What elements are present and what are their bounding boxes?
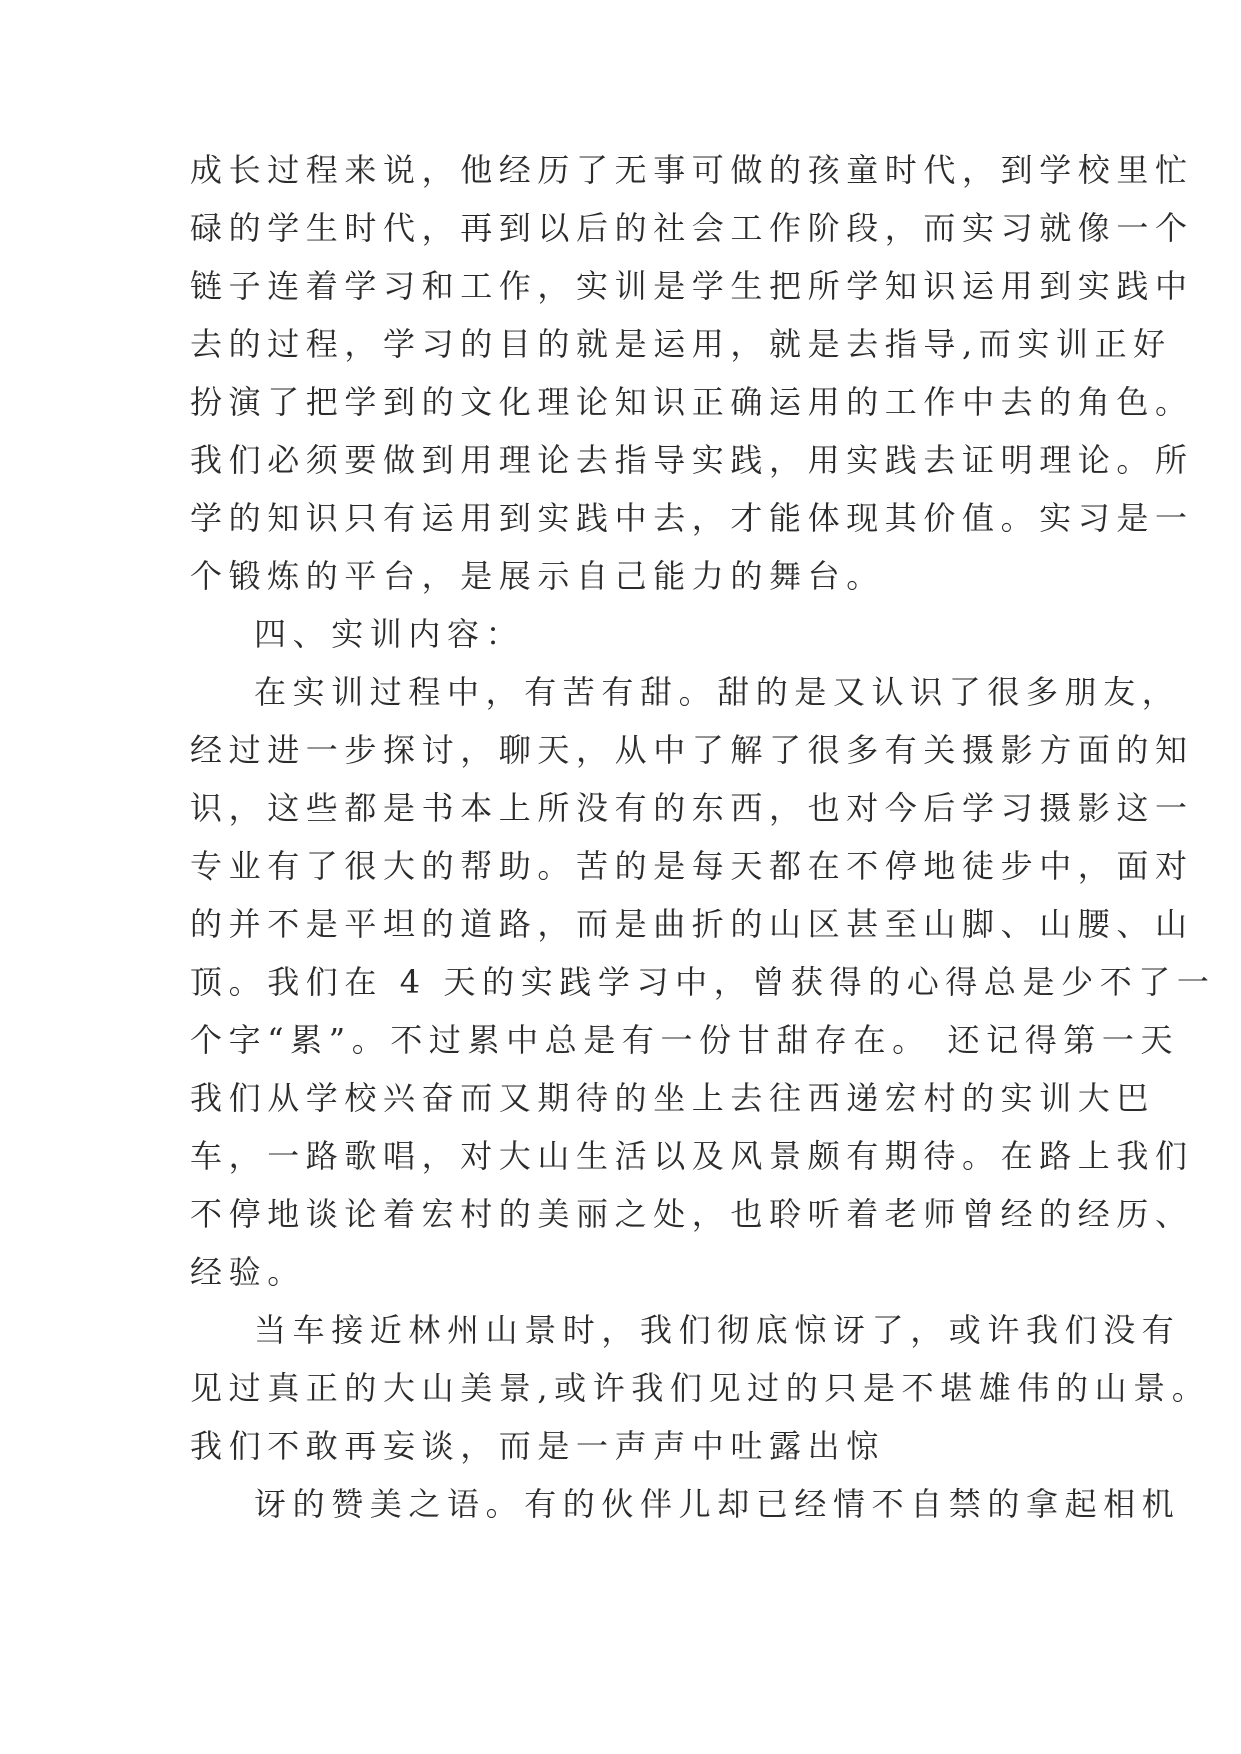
text-line: 成长过程来说，他经历了无事可做的孩童时代，到学校里忙 — [190, 151, 1194, 189]
text-line: 经验。 — [190, 1253, 306, 1291]
text-line: 经过进一步探讨，聊天，从中了解了很多有关摄影方面的知 — [190, 731, 1194, 769]
text-line: 碌的学生时代，再到以后的社会工作阶段，而实习就像一个 — [190, 209, 1194, 247]
text-line: 专业有了很大的帮助。苦的是每天都在不停地徒步中，面对 — [190, 847, 1194, 885]
text-line: 讶的赞美之语。有的伙伴儿却已经情不自禁的拿起相机 — [254, 1485, 1181, 1523]
text-line: 个字“累”。不过累中总是有一份甘甜存在。 还记得第一天 — [190, 1021, 1180, 1059]
text-line: 识，这些都是书本上所没有的东西，也对今后学习摄影这一 — [190, 789, 1194, 827]
text-line: 顶。我们在 4 天的实践学习中，曾获得的心得总是少不了一 — [190, 963, 1216, 1001]
text-line: 学的知识只有运用到实践中去，才能体现其价值。实习是一 — [190, 499, 1194, 537]
text-line: 我们不敢再妄谈，而是一声声中吐露出惊 — [190, 1427, 885, 1465]
text-line: 当车接近林州山景时，我们彻底惊讶了，或许我们没有 — [254, 1311, 1181, 1349]
text-line: 去的过程，学习的目的就是运用，就是去指导,而实训正好 — [190, 325, 1172, 363]
text-line: 扮演了把学到的文化理论知识正确运用的工作中去的角色。 — [190, 383, 1194, 421]
text-line: 我们必须要做到用理论去指导实践，用实践去证明理论。所 — [190, 441, 1194, 479]
text-line: 我们从学校兴奋而又期待的坐上去往西递宏村的实训大巴 — [190, 1079, 1156, 1117]
text-line: 个锻炼的平台，是展示自己能力的舞台。 — [190, 557, 885, 595]
text-line: 不停地谈论着宏村的美丽之处，也聆听着老师曾经的经历、 — [190, 1195, 1194, 1233]
text-line: 链子连着学习和工作，实训是学生把所学知识运用到实践中 — [190, 267, 1194, 305]
text-line: 见过真正的大山美景,或许我们见过的只是不堪雄伟的山景。 — [190, 1369, 1211, 1407]
text-line: 车，一路歌唱，对大山生活以及风景颇有期待。在路上我们 — [190, 1137, 1194, 1175]
text-line: 的并不是平坦的道路，而是曲折的山区甚至山脚、山腰、山 — [190, 905, 1194, 943]
section-heading: 四、实训内容： — [254, 615, 525, 653]
text-line: 在实训过程中，有苦有甜。甜的是又认识了很多朋友， — [254, 673, 1181, 711]
